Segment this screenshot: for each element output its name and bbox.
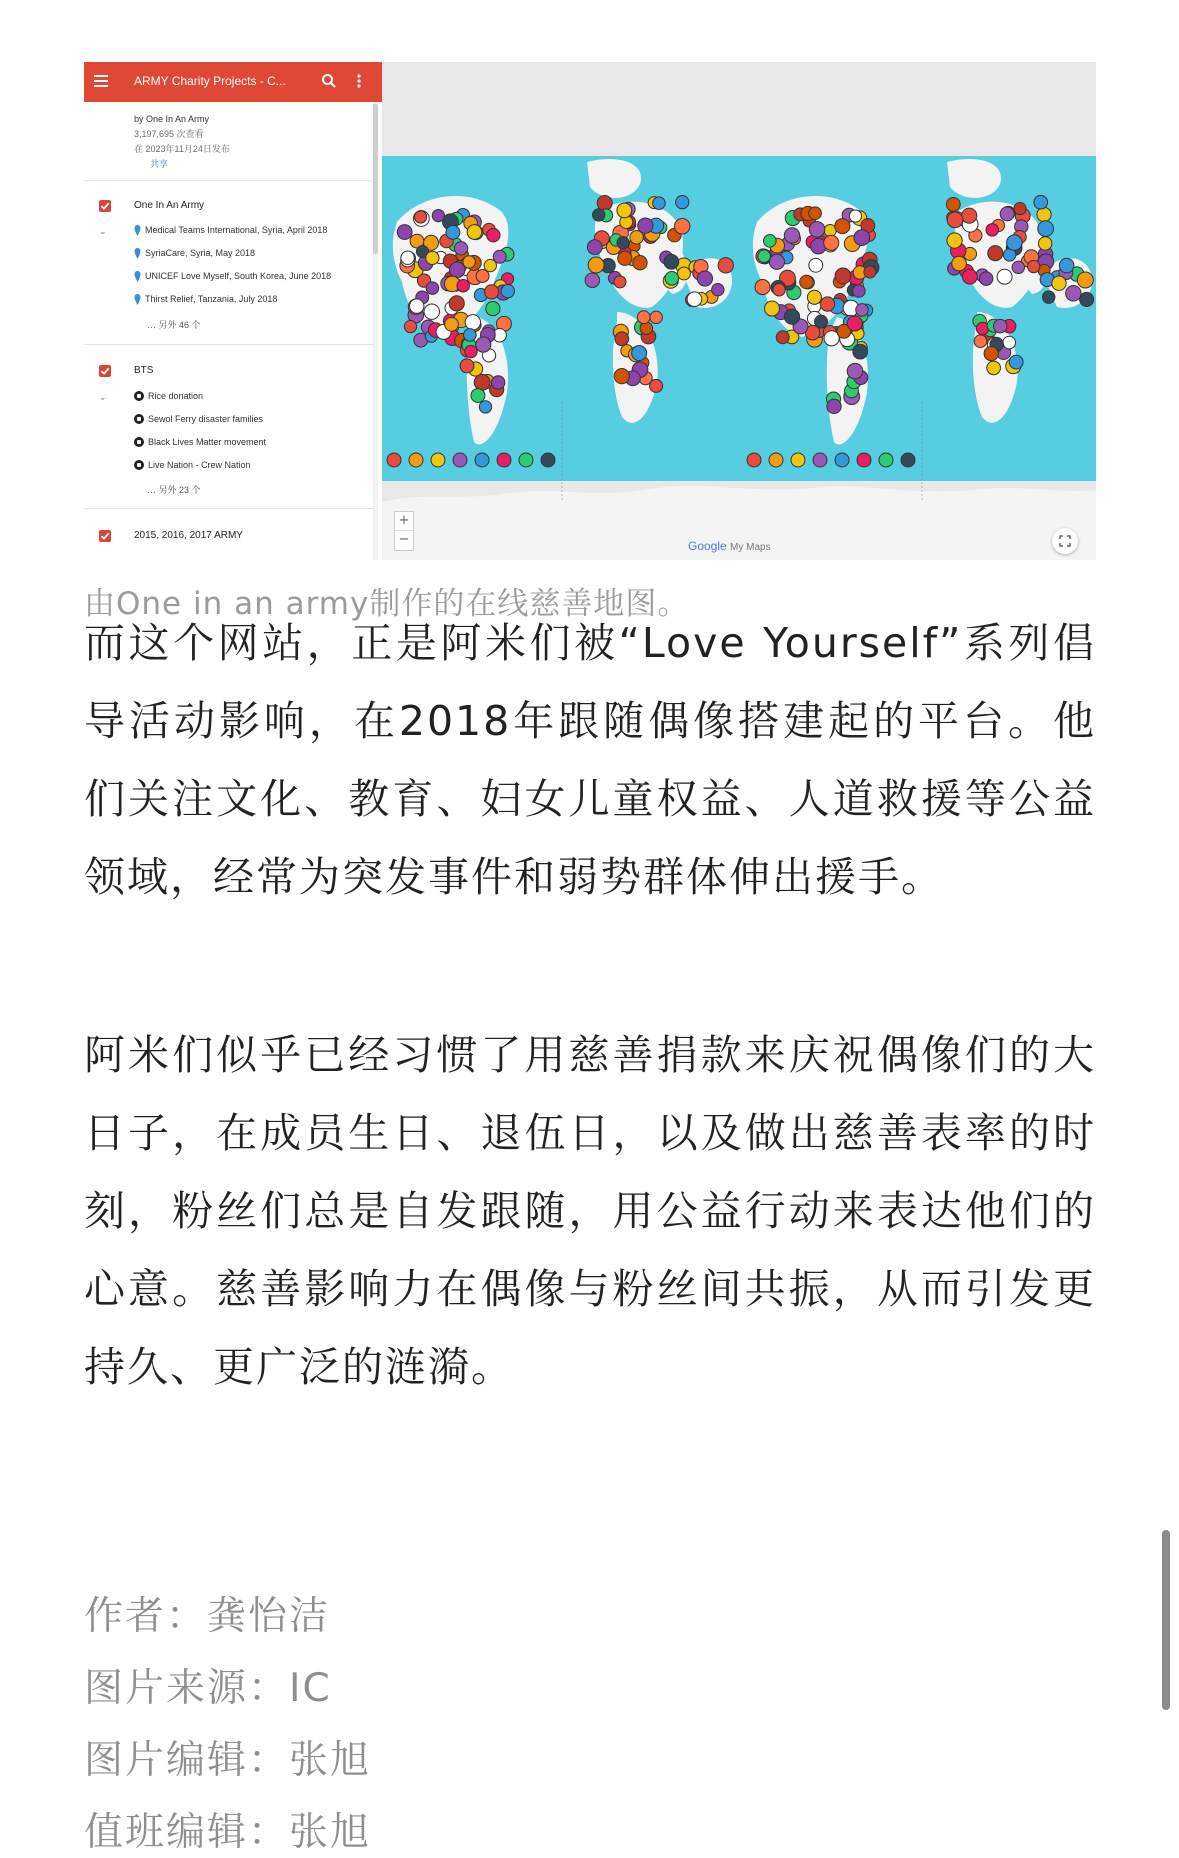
map-marker[interactable]: [664, 254, 679, 269]
map-marker[interactable]: [653, 197, 666, 210]
map-marker[interactable]: [1003, 336, 1016, 349]
map-marker[interactable]: [493, 250, 506, 263]
map-marker[interactable]: [414, 211, 426, 223]
map-marker[interactable]: [497, 453, 511, 467]
bts-marker-icon: [134, 437, 144, 447]
map-marker[interactable]: [597, 196, 612, 211]
search-icon[interactable]: [320, 72, 338, 90]
map-marker[interactable]: [986, 224, 998, 236]
map-marker[interactable]: [587, 240, 602, 255]
map-marker[interactable]: [471, 389, 485, 403]
map-marker[interactable]: [712, 284, 724, 296]
map-published-date: 在 2023年11月24日发布: [134, 144, 230, 154]
layer-item-label: Medical Teams International, Syria, April 2018: [145, 225, 328, 235]
map-marker[interactable]: [1037, 207, 1051, 221]
map-marker[interactable]: [988, 246, 1003, 261]
map-marker[interactable]: [404, 320, 416, 332]
zoom-in-button[interactable]: +: [398, 513, 410, 528]
map-pin-icon: [134, 248, 141, 259]
layer-item[interactable]: [134, 248, 255, 262]
map-marker[interactable]: [449, 296, 464, 311]
panel-scrollbar-thumb[interactable]: [373, 104, 378, 254]
map-marker[interactable]: [807, 290, 821, 304]
map-pin-icon: [134, 225, 141, 236]
layer-item[interactable]: [134, 414, 263, 428]
map-pin-icon: [134, 294, 141, 305]
layer-item-label: Black Lives Matter movement: [148, 437, 267, 447]
map-marker[interactable]: [815, 315, 828, 328]
map-marker[interactable]: [487, 229, 500, 242]
map-marker[interactable]: [901, 453, 915, 467]
map-marker[interactable]: [474, 374, 490, 390]
map-marker[interactable]: [952, 256, 967, 271]
map-marker[interactable]: [947, 233, 962, 248]
map-marker[interactable]: [676, 196, 689, 209]
map-marker[interactable]: [687, 292, 702, 307]
map-marker[interactable]: [460, 359, 474, 373]
map-marker[interactable]: [962, 208, 977, 223]
map-marker[interactable]: [387, 453, 401, 467]
credit-author: 作者：龚怡洁: [84, 1594, 331, 1639]
layer-item[interactable]: [134, 391, 203, 405]
layer-item[interactable]: [134, 225, 327, 239]
map-marker[interactable]: [446, 225, 460, 239]
map-marker[interactable]: [947, 212, 963, 228]
layer-item[interactable]: [134, 271, 331, 285]
map-marker[interactable]: [485, 285, 499, 299]
map-marker[interactable]: [593, 209, 605, 221]
map-side-panel: [84, 62, 382, 560]
map-marker[interactable]: [813, 453, 827, 467]
map-marker[interactable]: [853, 285, 866, 298]
world-map-canvas[interactable]: [382, 62, 1096, 560]
map-marker[interactable]: [879, 453, 893, 467]
fullscreen-icon[interactable]: [1052, 528, 1078, 554]
map-marker[interactable]: [501, 285, 514, 298]
map-marker[interactable]: [665, 272, 679, 286]
map-title: ARMY Charity Projects - C...: [134, 74, 286, 88]
article-paragraph: 而这个网站，正是阿米们被“Love Yourself”系列倡导活动影响，在2018年跟随偶像搭建起的平台。他们关注文化、教育、妇女儿童权益、人道救援等公益领域，经常为突发事件和弱势群体伸出援手。: [84, 619, 1096, 901]
map-marker[interactable]: [463, 256, 475, 268]
map-marker[interactable]: [476, 337, 491, 352]
map-marker[interactable]: [409, 453, 423, 467]
map-marker[interactable]: [632, 346, 647, 361]
map-marker[interactable]: [809, 207, 822, 220]
figure-caption: 由One in an army制作的在线慈善地图。: [84, 586, 690, 622]
map-marker[interactable]: [820, 297, 834, 311]
map-marker[interactable]: [467, 225, 482, 240]
credit-photo-source: 图片来源：IC: [84, 1666, 332, 1711]
layer-checkbox-2015-2017-army[interactable]: [99, 530, 111, 542]
map-marker[interactable]: [987, 361, 1001, 375]
map-marker[interactable]: [491, 376, 504, 389]
charity-map-screenshot: [84, 62, 1096, 560]
map-marker[interactable]: [617, 237, 629, 249]
credit-photo-editor: 图片编辑：张旭: [84, 1738, 372, 1783]
map-marker[interactable]: [849, 210, 861, 222]
map-marker[interactable]: [674, 219, 690, 235]
map-marker[interactable]: [1042, 291, 1054, 303]
map-marker[interactable]: [426, 251, 439, 264]
map-marker[interactable]: [453, 453, 467, 467]
map-attribution: [688, 539, 771, 553]
map-marker[interactable]: [1009, 355, 1023, 369]
map-marker[interactable]: [1059, 258, 1074, 273]
map-pin-icon: [134, 271, 141, 282]
map-marker[interactable]: [465, 345, 477, 357]
layer-item-label: Sewol Ferry disaster families: [148, 414, 264, 424]
map-marker[interactable]: [445, 317, 459, 331]
map-marker[interactable]: [827, 399, 841, 413]
layer-item-label: Thirst Relief, Tanzania, July 2018: [145, 294, 278, 304]
map-marker[interactable]: [630, 231, 644, 245]
map-marker[interactable]: [678, 267, 691, 280]
checkbox-checked-icon: [99, 530, 111, 542]
map-marker[interactable]: [519, 453, 533, 467]
chevron-down-icon[interactable]: ⌄: [99, 392, 107, 402]
map-marker[interactable]: [457, 279, 469, 291]
map-marker[interactable]: [1080, 292, 1094, 306]
map-marker[interactable]: [864, 266, 876, 278]
map-marker[interactable]: [585, 273, 599, 287]
map-author: by One In An Army: [134, 114, 210, 124]
map-marker[interactable]: [946, 198, 960, 212]
divider: [84, 180, 374, 181]
map-marker[interactable]: [856, 304, 869, 317]
map-marker[interactable]: [784, 228, 799, 243]
map-marker[interactable]: [614, 369, 629, 384]
map-marker[interactable]: [1066, 286, 1081, 301]
map-marker[interactable]: [454, 242, 467, 255]
map-marker[interactable]: [809, 222, 825, 238]
more-items-label: 另外 46 个: [158, 320, 201, 330]
checkbox-checked-icon: [99, 365, 111, 377]
map-marker[interactable]: [809, 258, 823, 272]
layer-item[interactable]: [134, 437, 266, 451]
more-items-link[interactable]: … 另外 23 个: [147, 485, 201, 495]
map-marker[interactable]: [764, 235, 777, 248]
map-marker[interactable]: [1007, 235, 1023, 251]
map-marker[interactable]: [475, 453, 489, 467]
map-marker[interactable]: [432, 209, 444, 221]
layer-name[interactable]: BTS: [134, 365, 154, 376]
map-marker[interactable]: [962, 269, 977, 284]
layer-name[interactable]: 2015, 2016, 2017 ARMY: [134, 530, 243, 541]
layer-item[interactable]: [134, 294, 277, 308]
map-marker[interactable]: [974, 335, 987, 348]
map-marker[interactable]: [1038, 221, 1054, 237]
map-marker[interactable]: [1014, 203, 1026, 215]
map-marker[interactable]: [479, 401, 491, 413]
map-marker[interactable]: [854, 230, 870, 246]
article-paragraph: 阿米们似乎已经习惯了用慈善捐款来庆祝偶像们的大日子，在成员生日、退伍日，以及做出慈善表率的时刻，粉丝们总是自发跟随，用公益行动来表达他们的心意。慈善影响力在偶像与粉丝间共振，从而引发更持久、更广泛的涟漪。: [84, 1031, 1096, 1391]
map-marker[interactable]: [424, 304, 439, 319]
layer-item[interactable]: [134, 460, 251, 474]
bts-marker-icon: [134, 414, 144, 424]
share-link[interactable]: 共享: [150, 159, 169, 169]
map-marker[interactable]: [847, 363, 863, 379]
map-marker[interactable]: [397, 225, 412, 240]
map-marker[interactable]: [465, 315, 480, 330]
map-marker[interactable]: [618, 251, 632, 265]
map-marker[interactable]: [993, 319, 1007, 333]
map-marker[interactable]: [588, 257, 604, 273]
map-marker[interactable]: [1038, 237, 1051, 250]
map-marker[interactable]: [758, 250, 771, 263]
map-marker[interactable]: [773, 284, 785, 296]
map-marker[interactable]: [835, 219, 850, 234]
checkbox-checked-icon: [99, 200, 111, 212]
map-marker[interactable]: [1034, 195, 1048, 209]
zoom-control: [394, 511, 414, 551]
menu-icon[interactable]: [94, 75, 108, 87]
map-marker[interactable]: [697, 271, 712, 286]
map-marker[interactable]: [835, 268, 851, 284]
map-marker[interactable]: [769, 254, 784, 269]
map-marker[interactable]: [765, 301, 780, 316]
map-marker[interactable]: [541, 453, 555, 467]
more-vertical-icon[interactable]: [356, 72, 362, 90]
divider: [84, 344, 374, 345]
map-marker[interactable]: [476, 270, 489, 283]
mymaps-label: My Maps: [730, 542, 771, 553]
layer-item-label: Live Nation - Crew Nation: [148, 460, 251, 470]
map-marker[interactable]: [1012, 261, 1024, 273]
map-marker[interactable]: [486, 302, 500, 316]
map-marker[interactable]: [847, 316, 862, 331]
layer-checkbox-one-in-an-army[interactable]: [99, 200, 111, 212]
google-logo: Google: [688, 539, 727, 553]
credit-duty-editor: 值班编辑：张旭: [84, 1810, 372, 1855]
bts-marker-icon: [134, 391, 144, 401]
map-marker[interactable]: [615, 332, 629, 346]
map-marker[interactable]: [718, 258, 733, 273]
chevron-down-icon[interactable]: ⌄: [99, 226, 107, 236]
map-marker[interactable]: [1027, 260, 1039, 272]
map-marker[interactable]: [1052, 276, 1066, 290]
map-marker[interactable]: [449, 262, 465, 278]
layer-name[interactable]: One In An Army: [134, 200, 205, 211]
map-marker[interactable]: [784, 309, 799, 324]
map-marker[interactable]: [1077, 272, 1093, 288]
more-items-label: 另外 23 个: [158, 485, 201, 495]
map-marker[interactable]: [984, 346, 998, 360]
layer-item-label: UNICEF Love Myself, South Korea, June 2018: [145, 271, 332, 281]
page-scrollbar[interactable]: [1162, 1530, 1170, 1710]
map-view-count: 3,197,695 次查看: [134, 129, 204, 139]
map-marker[interactable]: [410, 299, 424, 313]
map-marker[interactable]: [857, 453, 871, 467]
layer-item-label: Rice donation: [148, 391, 204, 401]
map-marker[interactable]: [464, 329, 477, 342]
map-marker[interactable]: [824, 235, 839, 250]
map-marker[interactable]: [633, 256, 647, 270]
map-panel-header: [84, 62, 382, 102]
map-marker[interactable]: [650, 379, 663, 392]
map-marker[interactable]: [800, 275, 813, 288]
map-marker[interactable]: [426, 282, 439, 295]
map-marker[interactable]: [614, 276, 626, 288]
map-marker[interactable]: [1000, 207, 1014, 221]
map-metadata: [134, 112, 230, 172]
bts-marker-icon: [134, 460, 144, 470]
more-items-link[interactable]: … 另外 46 个: [147, 320, 201, 330]
divider: [84, 508, 374, 509]
map-marker[interactable]: [747, 453, 761, 467]
map-marker[interactable]: [401, 251, 414, 264]
map-marker[interactable]: [776, 331, 789, 344]
world-map-graphic: [382, 62, 1096, 560]
map-marker[interactable]: [853, 344, 868, 359]
map-marker[interactable]: [637, 311, 650, 324]
map-marker[interactable]: [997, 269, 1012, 284]
map-marker[interactable]: [431, 453, 445, 467]
map-marker[interactable]: [769, 453, 783, 467]
map-marker[interactable]: [979, 272, 992, 285]
map-marker[interactable]: [617, 203, 632, 218]
layer-item-label: SyriaCare, Syria, May 2018: [145, 248, 256, 258]
map-marker[interactable]: [755, 280, 770, 295]
map-marker[interactable]: [791, 453, 805, 467]
map-marker[interactable]: [650, 311, 662, 323]
map-marker[interactable]: [835, 453, 849, 467]
zoom-out-button[interactable]: −: [395, 530, 413, 549]
layer-checkbox-bts[interactable]: [99, 365, 111, 377]
